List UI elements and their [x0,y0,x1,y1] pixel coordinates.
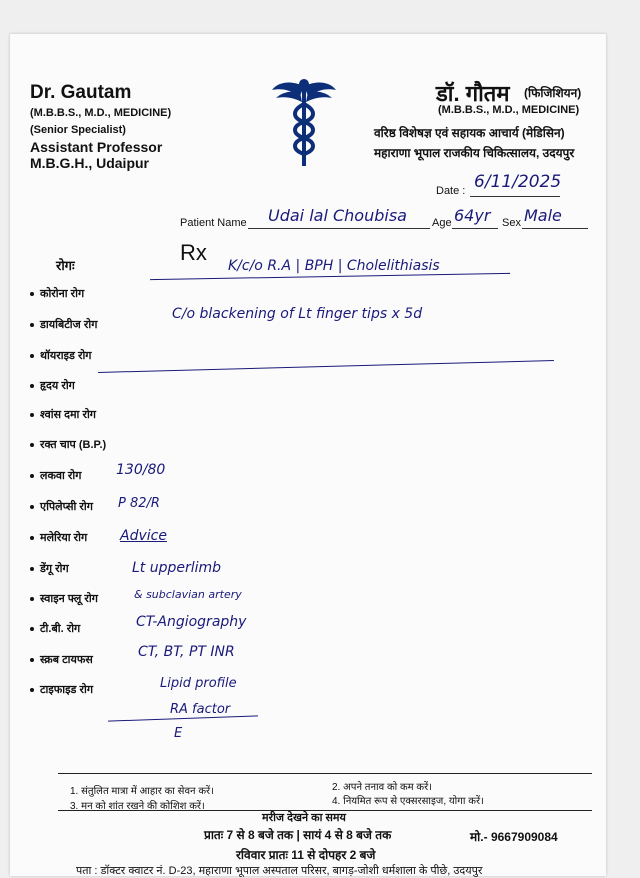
footer-note-3: 3. मन को शांत रखने की कोशिश करें। [70,801,205,812]
disease-item: स्क्रब टायफस [30,652,93,667]
hospital-en: M.B.G.H., Udaipur [30,155,149,171]
disease-item: लकवा रोग [30,468,81,483]
timing-heading: मरीज देखने का समय [262,812,346,824]
patient-name-value: Udai lal Choubisa [268,206,407,225]
diseases-heading: रोगः [56,258,75,273]
footer-divider [58,773,592,774]
disease-item: मलेरिया रोग [30,530,87,545]
footer-note-4: 4. नियमित रूप से एक्सरसाइज, योगा करें। [332,796,484,807]
footer-note-1: 1. संतुलित मात्रा में आहार का सेवन करें। [70,786,214,797]
timing-sunday: रविवार प्रातः 11 से दोपहर 2 बजे [236,848,376,862]
footer-note-2: 2. अपने तनाव को कम करें। [332,782,432,793]
handwritten-advice-1: Lt upperlimb [132,560,222,576]
disease-item: श्वांस दमा रोग [30,407,96,422]
handwritten-advice-7: E [174,726,183,741]
age-label: Age [432,217,452,229]
disease-item: डेंगू रोग [30,561,69,576]
disease-item: थॉयराइड रोग [30,348,92,363]
clinic-address: पता : डॉक्टर क्वाटर नं. D-23, महाराणा भूपाल अस्पताल परिसर, बागड़-जोशी धर्मशाला के पीछे, उदयपुर [76,865,483,877]
age-value: 64yr [454,206,491,225]
disease-item: टाइफाइड रोग [30,682,93,697]
disease-item: रक्त चाप (B.P.) [30,437,106,452]
timing-weekday: प्रातः 7 से 8 बजे तक | सायं 4 से 8 बजे तक [204,828,392,842]
handwritten-advice-6: RA factor [170,702,231,717]
patient-name-line [248,228,430,229]
date-line [470,196,560,197]
handwritten-history: K/c/o R.A | BPH | Cholelithiasis [228,258,440,274]
disease-item: स्वाइन फ्लू रोग [30,591,98,606]
date-label: Date : [436,185,466,197]
post-en: Assistant Professor [30,139,163,155]
disease-item: डायबिटीज रोग [30,317,97,332]
disease-item: कोरोना रोग [30,286,84,301]
mobile-number: मो.- 9667909084 [470,830,558,844]
hospital-hi: महाराणा भूपाल राजकीय चिकित्सालय, उदयपुर [374,146,575,160]
handwritten-complaint: C/o blackening of Lt finger tips x 5d [172,306,423,322]
sex-value: Male [524,206,562,225]
disease-item: टी.बी. रोग [30,621,80,636]
disease-item: हृदय रोग [30,378,75,393]
caduceus-logo-icon [270,76,338,168]
designation-en: (Senior Specialist) [30,124,126,136]
patient-name-label: Patient Name [180,217,247,229]
degrees-en-right: (M.B.B.S., M.D., MEDICINE) [438,104,580,116]
doctor-name-hi: डॉ. गौतम [436,81,510,106]
handwritten-advice: Advice [120,528,167,544]
handwritten-advice-3: CT-Angiography [136,614,247,630]
doctor-name-en: Dr. Gautam [30,82,132,103]
degrees-en: (M.B.B.S., M.D., MEDICINE) [30,107,172,119]
handwritten-advice-2: & subclavian artery [134,588,242,601]
handwritten-bp: 130/80 [116,462,166,478]
sex-line [522,228,588,229]
rx-symbol: Rx [180,240,207,265]
sex-label: Sex [502,217,521,229]
handwritten-pulse: P 82/R [118,496,160,511]
handwritten-advice-5: Lipid profile [160,676,237,691]
age-line [452,228,498,229]
date-value: 6/11/2025 [474,172,562,192]
designation-hi: वरिष्ठ विशेषज्ञ एवं सहायक आचार्य (मेडिसिन) [374,126,565,140]
disease-item: एपिलेप्सी रोग [30,499,93,514]
handwritten-advice-4: CT, BT, PT INR [138,644,235,660]
role-hi: (फिजिशियन) [524,86,582,100]
